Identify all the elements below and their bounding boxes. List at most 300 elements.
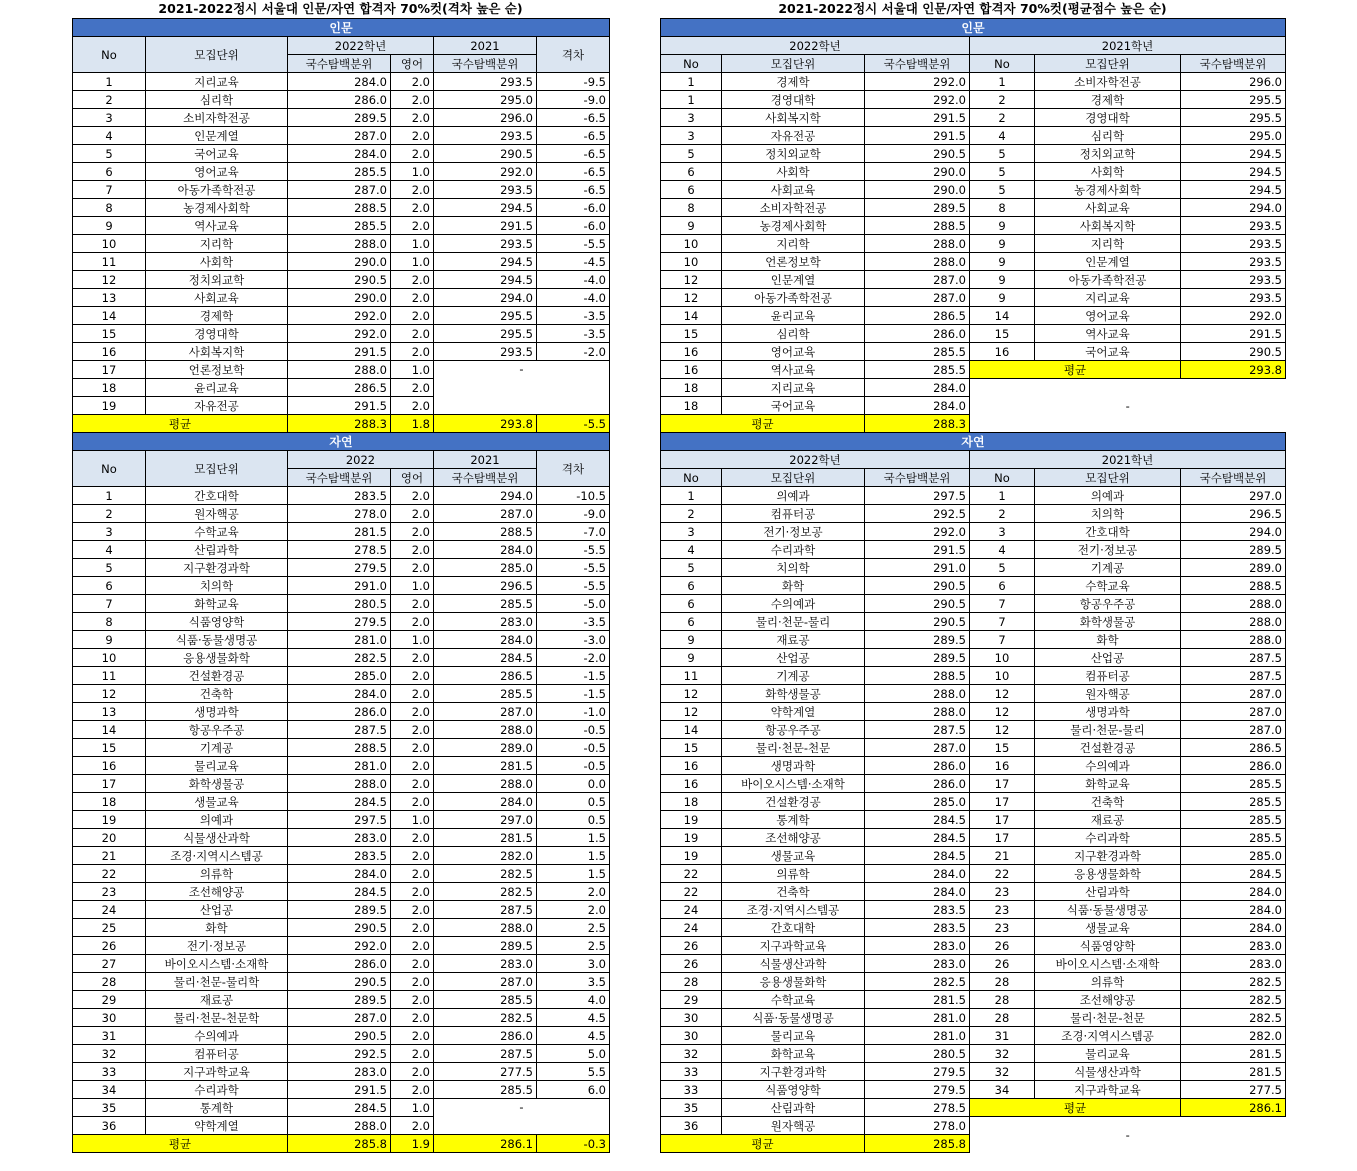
row-2022-no: 14 <box>661 307 722 325</box>
row-english: 2.0 <box>391 973 434 991</box>
row-gap: -6.5 <box>537 181 610 199</box>
row-2021-no: 34 <box>970 1081 1035 1099</box>
row-score-2021: 285.5 <box>434 1081 537 1099</box>
row-2022-score: 279.5 <box>865 1081 970 1099</box>
row-2021-score: 295.5 <box>1181 109 1286 127</box>
row-score-2022: 286.0 <box>288 703 391 721</box>
row-english: 2.0 <box>391 937 434 955</box>
row-2022-score: 290.5 <box>865 613 970 631</box>
header-year-2022: 2022 <box>288 451 434 469</box>
table-row <box>661 883 1286 901</box>
header-gap: 격차 <box>537 451 610 487</box>
row-2021-score: 289.5 <box>1181 541 1286 559</box>
row-score-2022: 285.5 <box>288 217 391 235</box>
row-2021-score: 281.5 <box>1181 1045 1286 1063</box>
row-2022-unit: 약학계열 <box>722 703 865 721</box>
row-2021-no: 3 <box>970 523 1035 541</box>
row-score-2022: 284.0 <box>288 865 391 883</box>
average-english: 1.9 <box>391 1135 434 1153</box>
row-score-2022: 281.5 <box>288 523 391 541</box>
row-2021-unit: 수의예과 <box>1035 757 1181 775</box>
header-2021-no: No <box>970 469 1035 487</box>
row-no: 31 <box>73 1027 146 1045</box>
row-2021-score: 294.5 <box>1181 145 1286 163</box>
row-no: 13 <box>73 289 146 307</box>
row-2022-no: 16 <box>661 361 722 379</box>
row-2022-no: 26 <box>661 937 722 955</box>
row-score-2021: 289.0 <box>434 739 537 757</box>
row-no: 1 <box>73 73 146 91</box>
row-2022-no: 9 <box>661 217 722 235</box>
header-year-2021: 2021 <box>434 37 537 55</box>
row-english: 2.0 <box>391 865 434 883</box>
row-unit: 물리·천문-천문학 <box>146 1009 288 1027</box>
row-2022-no: 5 <box>661 145 722 163</box>
average-2022-label: 평균 <box>661 415 865 433</box>
row-no: 17 <box>73 361 146 379</box>
row-2022-no: 24 <box>661 919 722 937</box>
row-2021-unit: 경영대학 <box>1035 109 1181 127</box>
average-score-2022: 288.3 <box>288 415 391 433</box>
header-year-2022: 2022학년 <box>661 451 970 469</box>
row-2022-score: 290.0 <box>865 181 970 199</box>
row-unit: 식품·동물생명공 <box>146 631 288 649</box>
row-unit: 지리교육 <box>146 73 288 91</box>
table-row <box>73 1027 610 1045</box>
section-header-humanities <box>73 19 610 37</box>
row-2022-score: 283.5 <box>865 919 970 937</box>
row-unit: 아동가족학전공 <box>146 181 288 199</box>
table-row <box>661 523 1286 541</box>
row-2021-score: 286.5 <box>1181 739 1286 757</box>
table-row <box>73 487 610 505</box>
table-row <box>661 343 1286 361</box>
header-year-2021: 2021학년 <box>970 37 1286 55</box>
row-score-2022: 279.5 <box>288 559 391 577</box>
row-2022-score: 281.0 <box>865 1027 970 1045</box>
row-gap: 3.0 <box>537 955 610 973</box>
row-score-2022: 289.5 <box>288 991 391 1009</box>
row-gap: -2.0 <box>537 343 610 361</box>
row-2022-no: 8 <box>661 199 722 217</box>
header-2022-unit: 모집단위 <box>722 469 865 487</box>
table-row <box>661 739 1286 757</box>
row-score-2022: 284.5 <box>288 1099 391 1117</box>
row-gap: -3.5 <box>537 613 610 631</box>
row-2022-score: 292.0 <box>865 523 970 541</box>
table-row <box>661 307 1286 325</box>
row-2022-score: 284.0 <box>865 883 970 901</box>
row-unit: 조경·지역시스템공 <box>146 847 288 865</box>
row-2021-unit: 식품영양학 <box>1035 937 1181 955</box>
row-no: 5 <box>73 145 146 163</box>
row-score-2022: 291.5 <box>288 1081 391 1099</box>
row-no: 3 <box>73 109 146 127</box>
row-2022-unit: 지리교육 <box>722 379 865 397</box>
row-gap: 5.5 <box>537 1063 610 1081</box>
table-row <box>661 595 1286 613</box>
table-row <box>73 181 610 199</box>
row-2022-no: 16 <box>661 757 722 775</box>
row-english: 2.0 <box>391 1009 434 1027</box>
row-gap: 5.0 <box>537 1045 610 1063</box>
row-gap: -9.0 <box>537 91 610 109</box>
row-unit: 수의예과 <box>146 1027 288 1045</box>
row-english: 2.0 <box>391 541 434 559</box>
row-gap: 3.5 <box>537 973 610 991</box>
row-score-2021: 282.0 <box>434 847 537 865</box>
table-row <box>661 1045 1286 1063</box>
row-2022-no: 12 <box>661 685 722 703</box>
row-2022-unit: 경영대학 <box>722 91 865 109</box>
table-row <box>661 685 1286 703</box>
table-row <box>73 343 610 361</box>
row-english: 2.0 <box>391 199 434 217</box>
row-score-2021: 293.5 <box>434 235 537 253</box>
row-score-2021: 287.0 <box>434 703 537 721</box>
row-score-2021: 297.0 <box>434 811 537 829</box>
row-english: 2.0 <box>391 325 434 343</box>
row-score-2022: 290.5 <box>288 973 391 991</box>
table-row <box>661 541 1286 559</box>
row-2021-unit: 화학 <box>1035 631 1181 649</box>
row-score-2021: 290.5 <box>434 145 537 163</box>
row-2022-score: 289.5 <box>865 649 970 667</box>
table-row <box>73 1063 610 1081</box>
table-row <box>73 541 610 559</box>
row-2022-score: 287.0 <box>865 271 970 289</box>
row-2022-unit: 기계공 <box>722 667 865 685</box>
row-no: 28 <box>73 973 146 991</box>
row-2021-unit: 치의학 <box>1035 505 1181 523</box>
row-no: 12 <box>73 685 146 703</box>
row-2021-unit: 응용생물화학 <box>1035 865 1181 883</box>
table-row <box>73 865 610 883</box>
row-2022-no: 6 <box>661 595 722 613</box>
table-row <box>73 271 610 289</box>
table-row <box>73 199 610 217</box>
row-2021-no: 9 <box>970 217 1035 235</box>
average-row <box>73 415 610 433</box>
row-english: 2.0 <box>391 505 434 523</box>
row-no: 8 <box>73 199 146 217</box>
row-unit: 생물교육 <box>146 793 288 811</box>
row-score-2022: 291.0 <box>288 577 391 595</box>
row-2021-no: 26 <box>970 937 1035 955</box>
row-2021-unit: 식품·동물생명공 <box>1035 901 1181 919</box>
row-no: 35 <box>73 1099 146 1117</box>
row-english: 2.0 <box>391 73 434 91</box>
table-row <box>661 955 1286 973</box>
row-2021-score: 284.0 <box>1181 901 1286 919</box>
row-gap: -6.5 <box>537 127 610 145</box>
table-row <box>661 325 1286 343</box>
table-row <box>73 1081 610 1099</box>
row-2022-score: 286.0 <box>865 325 970 343</box>
row-english: 2.0 <box>391 721 434 739</box>
row-2021-score: 285.5 <box>1181 829 1286 847</box>
row-score-2021: 288.0 <box>434 721 537 739</box>
row-no: 9 <box>73 631 146 649</box>
row-2021-unit: 건축학 <box>1035 793 1181 811</box>
row-2022-unit: 소비자학전공 <box>722 199 865 217</box>
header-score-2021: 국수탐백분위 <box>434 55 537 73</box>
row-no: 13 <box>73 703 146 721</box>
row-2021-unit: 물리·천문-물리 <box>1035 721 1181 739</box>
row-gap: -9.5 <box>537 73 610 91</box>
row-score-2022: 287.0 <box>288 1009 391 1027</box>
left-table <box>72 18 610 1153</box>
row-2021-score: 291.5 <box>1181 325 1286 343</box>
row-2021-unit: 소비자학전공 <box>1035 73 1181 91</box>
average-score-2021: 286.1 <box>434 1135 537 1153</box>
row-gap: -5.5 <box>537 559 610 577</box>
row-2022-unit: 화학교육 <box>722 1045 865 1063</box>
row-gap: -5.0 <box>537 595 610 613</box>
row-2022-no: 2 <box>661 505 722 523</box>
row-score-2021: 284.0 <box>434 541 537 559</box>
row-score-2021: 283.0 <box>434 955 537 973</box>
row-2022-score: 288.0 <box>865 685 970 703</box>
row-2021-score: 288.0 <box>1181 595 1286 613</box>
table-row <box>73 163 610 181</box>
table-row <box>661 919 1286 937</box>
row-2022-score: 283.0 <box>865 937 970 955</box>
row-2021-no: 9 <box>970 235 1035 253</box>
row-2021-score: 286.0 <box>1181 757 1286 775</box>
table-row <box>661 937 1286 955</box>
row-2021-score: 283.0 <box>1181 955 1286 973</box>
row-2021-no: 14 <box>970 307 1035 325</box>
row-english: 2.0 <box>391 847 434 865</box>
row-2021-unit: 물리교육 <box>1035 1045 1181 1063</box>
row-2022-score: 284.0 <box>865 865 970 883</box>
row-unit: 지구환경과학 <box>146 559 288 577</box>
table-row <box>73 127 610 145</box>
table-row <box>661 253 1286 271</box>
row-unit: 경영대학 <box>146 325 288 343</box>
row-gap: -4.5 <box>537 253 610 271</box>
row-2022-no: 5 <box>661 559 722 577</box>
table-row <box>73 937 610 955</box>
row-2021-no: 16 <box>970 757 1035 775</box>
table-row <box>73 901 610 919</box>
row-2022-score: 284.5 <box>865 811 970 829</box>
table-row <box>73 73 610 91</box>
table-row <box>661 361 1286 379</box>
row-2021-no: 12 <box>970 703 1035 721</box>
row-2022-no: 32 <box>661 1045 722 1063</box>
row-unit: 전기·정보공 <box>146 937 288 955</box>
row-2022-unit: 사회학 <box>722 163 865 181</box>
row-no: 30 <box>73 1009 146 1027</box>
average-english: 1.8 <box>391 415 434 433</box>
row-english: 2.0 <box>391 667 434 685</box>
row-2021-unit: 사회복지학 <box>1035 217 1181 235</box>
row-score-2021: 294.5 <box>434 199 537 217</box>
table-row <box>661 1081 1286 1099</box>
row-unit: 화학생물공 <box>146 775 288 793</box>
row-2021-score: 292.0 <box>1181 307 1286 325</box>
row-english: 2.0 <box>391 1117 434 1135</box>
row-2022-unit: 화학생물공 <box>722 685 865 703</box>
row-2021-unit: 조선해양공 <box>1035 991 1181 1009</box>
row-2022-no: 6 <box>661 577 722 595</box>
row-2022-unit: 항공우주공 <box>722 721 865 739</box>
row-2022-score: 284.0 <box>865 379 970 397</box>
row-2021-no: 2 <box>970 109 1035 127</box>
row-english: 2.0 <box>391 127 434 145</box>
header-year-2022: 2022학년 <box>661 37 970 55</box>
row-score-2022: 292.0 <box>288 307 391 325</box>
row-2022-score: 288.0 <box>865 253 970 271</box>
table-row <box>73 307 610 325</box>
row-2022-unit: 의예과 <box>722 487 865 505</box>
row-no: 34 <box>73 1081 146 1099</box>
row-unit: 자유전공 <box>146 397 288 415</box>
row-2022-unit: 수의예과 <box>722 595 865 613</box>
row-unit: 의예과 <box>146 811 288 829</box>
row-english: 2.0 <box>391 487 434 505</box>
row-2021-no: 6 <box>970 577 1035 595</box>
table-row <box>73 919 610 937</box>
row-english: 2.0 <box>391 739 434 757</box>
row-2021-no: 10 <box>970 649 1035 667</box>
row-score-2022: 288.0 <box>288 235 391 253</box>
row-unit: 간호대학 <box>146 487 288 505</box>
table-row <box>73 217 610 235</box>
row-score-2021: 286.0 <box>434 1027 537 1045</box>
row-2021-no: 23 <box>970 919 1035 937</box>
row-2022-unit: 물리·천문-천문 <box>722 739 865 757</box>
table-row <box>661 1099 1286 1117</box>
average-gap: -5.5 <box>537 415 610 433</box>
row-gap: -6.5 <box>537 163 610 181</box>
row-2022-score: 288.5 <box>865 217 970 235</box>
row-score-2021: 287.5 <box>434 901 537 919</box>
row-2021-score: 285.5 <box>1181 793 1286 811</box>
row-2022-unit: 수학교육 <box>722 991 865 1009</box>
row-2021-score: 282.5 <box>1181 1009 1286 1027</box>
row-2021-score: 289.0 <box>1181 559 1286 577</box>
row-2021-no: 1 <box>970 487 1035 505</box>
row-2022-unit: 경제학 <box>722 73 865 91</box>
header-2021-unit: 모집단위 <box>1035 469 1181 487</box>
row-2022-score: 288.0 <box>865 235 970 253</box>
row-2022-unit: 지구과학교육 <box>722 937 865 955</box>
no-data-dash: - <box>434 1099 610 1135</box>
row-2021-unit: 화학교육 <box>1035 775 1181 793</box>
row-2022-score: 291.5 <box>865 541 970 559</box>
row-gap: 4.5 <box>537 1027 610 1045</box>
table-row <box>661 793 1286 811</box>
row-2022-no: 3 <box>661 109 722 127</box>
average-2021-label: 평균 <box>970 361 1181 379</box>
row-score-2021: 283.0 <box>434 613 537 631</box>
row-2022-unit: 건축학 <box>722 883 865 901</box>
row-unit: 영어교육 <box>146 163 288 181</box>
row-2022-no: 30 <box>661 1009 722 1027</box>
table-row <box>661 721 1286 739</box>
row-gap: 2.0 <box>537 883 610 901</box>
table-row <box>73 91 610 109</box>
row-2022-score: 289.5 <box>865 199 970 217</box>
row-unit: 역사교육 <box>146 217 288 235</box>
row-2021-no: 4 <box>970 127 1035 145</box>
row-2022-score: 292.0 <box>865 91 970 109</box>
row-score-2022: 290.5 <box>288 1027 391 1045</box>
row-unit: 언론정보학 <box>146 361 288 379</box>
row-2021-no: 21 <box>970 847 1035 865</box>
row-unit: 항공우주공 <box>146 721 288 739</box>
row-2022-unit: 통계학 <box>722 811 865 829</box>
row-2022-no: 30 <box>661 1027 722 1045</box>
row-2022-no: 22 <box>661 865 722 883</box>
row-no: 26 <box>73 937 146 955</box>
row-score-2022: 284.5 <box>288 883 391 901</box>
row-2022-score: 278.5 <box>865 1099 970 1117</box>
table-row <box>661 1027 1286 1045</box>
row-score-2021: 294.5 <box>434 253 537 271</box>
row-2021-unit: 바이오시스템·소재학 <box>1035 955 1181 973</box>
row-english: 2.0 <box>391 1027 434 1045</box>
row-unit: 사회복지학 <box>146 343 288 361</box>
row-2022-unit: 자유전공 <box>722 127 865 145</box>
row-english: 2.0 <box>391 109 434 127</box>
table-row <box>73 235 610 253</box>
row-2022-unit: 바이오시스템·소재학 <box>722 775 865 793</box>
row-2022-score: 288.0 <box>865 703 970 721</box>
row-2022-score: 279.5 <box>865 1063 970 1081</box>
row-2022-unit: 산림과학 <box>722 1099 865 1117</box>
row-score-2022: 283.0 <box>288 1063 391 1081</box>
row-english: 2.0 <box>391 685 434 703</box>
row-gap: 0.5 <box>537 793 610 811</box>
row-score-2021: 285.5 <box>434 991 537 1009</box>
row-english: 1.0 <box>391 361 434 379</box>
average-label: 평균 <box>73 415 288 433</box>
row-no: 12 <box>73 271 146 289</box>
row-2022-no: 16 <box>661 775 722 793</box>
row-no: 4 <box>73 541 146 559</box>
row-score-2022: 285.5 <box>288 163 391 181</box>
row-unit: 건축학 <box>146 685 288 703</box>
section-header-science <box>73 433 610 451</box>
row-no: 16 <box>73 757 146 775</box>
row-score-2022: 290.5 <box>288 919 391 937</box>
row-english: 2.0 <box>391 649 434 667</box>
row-2022-score: 290.5 <box>865 595 970 613</box>
row-2021-no: 2 <box>970 505 1035 523</box>
row-no: 36 <box>73 1117 146 1135</box>
row-gap: -6.0 <box>537 199 610 217</box>
row-english: 2.0 <box>391 307 434 325</box>
row-no: 15 <box>73 739 146 757</box>
table-row <box>661 181 1286 199</box>
row-score-2022: 282.5 <box>288 649 391 667</box>
no-data-dash: - <box>1125 398 1130 413</box>
section-title: 인문 <box>73 19 610 37</box>
table-row <box>73 775 610 793</box>
row-2021-no: 15 <box>970 325 1035 343</box>
row-2021-unit: 항공우주공 <box>1035 595 1181 613</box>
row-english: 2.0 <box>391 343 434 361</box>
table-row <box>73 289 610 307</box>
table-row <box>661 163 1286 181</box>
row-2021-no: 5 <box>970 559 1035 577</box>
row-2021-score: 283.0 <box>1181 937 1286 955</box>
row-gap: -4.0 <box>537 271 610 289</box>
